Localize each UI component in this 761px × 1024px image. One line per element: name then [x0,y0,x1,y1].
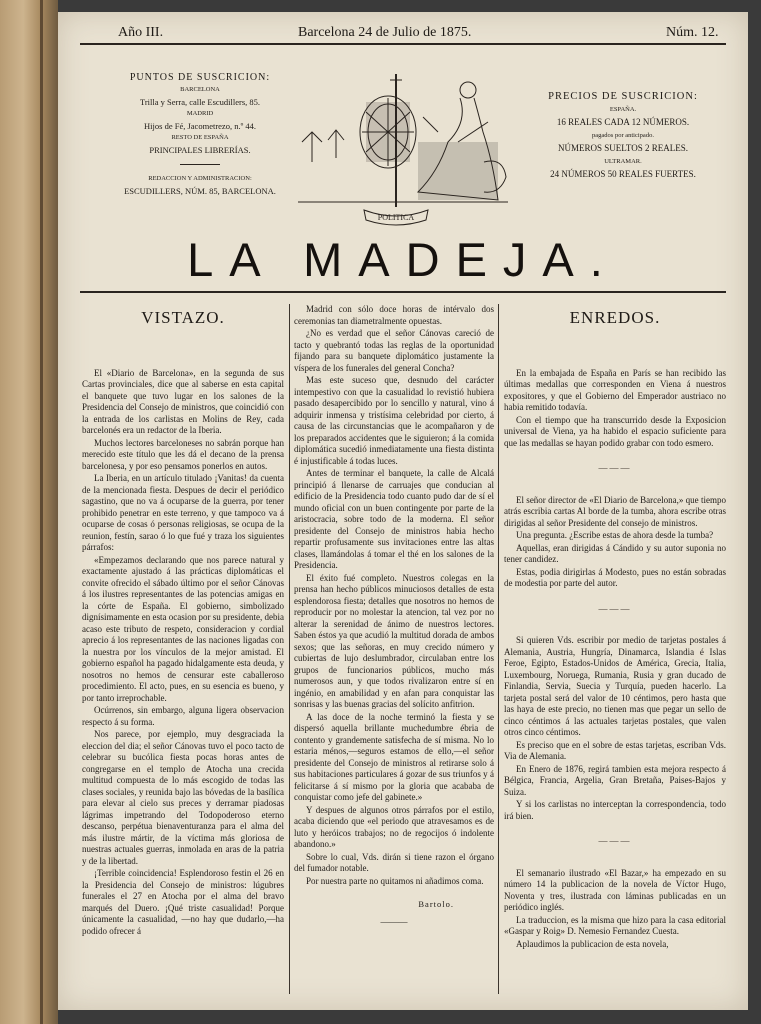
dateline [118,25,728,43]
paragraph: «Empezamos declarando que nos parece natural y exactamente ajustado á las prácticas diplomáticas el convite ofrecido el sábado último por el señor Cánovas á los ilustres representantes de las potencias amigas en la córte de España. El gobierno, simbolizado dignísimamente en esta ocasion por su presidente, debia acaso este tributo de respeto, consideracion y cordial aprecio á los representantes de las naciones ligadas con la nuestra por los vínculos de la mejor amistad. El gobierno español ha pagado hidalgamente esta deuda, y nosotros no hemos de censurar este caballeroso procedimiento. El acto, pues, en su esencia es bueno, y por tanto irreprochable. [82,554,284,703]
paragraph: Con el tiempo que ha transcurrido desde la Exposicion universal de Viena, ya ha habido el espacio suficiente para que las medallas se hayan podido grabar con todo esmero. [504,414,726,448]
main-bookshops: PRINCIPALES LIBRERÍAS. [149,145,251,155]
separator: ——— [598,836,632,846]
paragraph: A las doce de la noche terminó la fiesta y se dispersó aquella brillante muchedumbre ébria de contento y grandemente satisfecha de sí misma. No lo estaria ménos,—seguros estamos de ello,—el señor presidente del Consejo de ministros al retirarse solo á sus habitaciones particulares á gozar de sus triunfos y á felicitarse á sí mismo por la gloria que acababa de conquistar como jefe del gabinete.» [294,711,494,802]
paragraph: En Enero de 1876, regirá tambien esta mejora respecto á Bélgica, Francia, Argelia, Gran Bretaña, Paises-Bajos y Suiza. [504,763,726,797]
paragraph: Antes de terminar el banquete, la calle de Alcalá principió á llenarse de carruajes que conducian al edificio de la Presidencia todo cuanto pudo dar de sí el mundo oficial con un buen contingente por parte de la aristocracia, sobre todo de la moderna. El señor presidente del Consejo de ministros habia hecho repartir profusamente sus invitaciones entre las altas clases, llamándolas á tomar el thé en los salones de la Presidencia. [294,468,494,570]
paragraph: Y despues de algunos otros párrafos por el estilo, acaba diciendo que «el periodo que atravesamos es de luto y heróicos trabajos; no de regocijos ó indolente abandono.» [294,804,494,849]
banner-text: POLITICA [377,213,415,222]
end-ornament: ——— [380,916,408,927]
column-vistazo [82,312,284,1002]
paragraph: La Iberia, en un artículo titulado ¡Vanitas! da cuenta de la mencionada fiesta. Despues de decir el periódico sagastino, que no va á ocuparse de la guerra, por tener prohibido penetrar en este terreno, y que tampoco va á ocuparse de cosas ó personas religiosas, se ocupa de la reunion, festín, sarao ó lo que fué y traza los siguientes párrafos: [82,473,284,552]
paragraph: ¡Terrible coincidencia! Esplendoroso festin el 26 en la Presidencia del Consejo de ministros: lúgubres funerales el 27 en Atocha por el alma del bravo marqués del Duero. ¡Qué triste casualidad! Porque únicamente la casualidad, —no hay que dudarlo,—ha podido ofrecer á [82,868,284,936]
prepaid-note: pagados por anticipado. [592,132,654,139]
year-label: Año III. [118,25,164,40]
paragraph: Aquellas, eran dirigidas á Cándido y su autor suponia no tener candidez. [504,542,726,564]
subscription-points [80,72,320,197]
binding-edge [40,0,43,1024]
newspaper-page [58,12,748,1010]
paragraph: Mas este suceso que, desnudo del carácter intempestivo con que la casualidad lo revistió hubiera pasado desapercibido por lo sencillo y natural, vino á adquirir inmensa y tristísima celebridad por cierto, á causa de las circunstancias que le acompañaron y de los preparados accidentes que le siguieron; á la comida diplomática sucedió inmediatamente una fiesta distinta é injustificable á todas luces. [294,375,494,466]
paragraph: El éxito fué completo. Nuestros colegas en la prensa han hecho públicos minuciosos detalles de esta esplendorosa fiesta; detalles que nosotros no hemos de reproducir por no molestar la atencion, tal vez por no alterar la serenidad de ánimo de nuestros lectores. Saben éstos ya que acudió la multitud dorada de ambos sexos; que las señoras, en muy crecido número y cubiertas de lujo deslumbrador, circulaban entre los grupos de funcionarios públicos, mucho más numerosos aun, y que todos rivalizaron entre sí en ingénio, en amabilidad y en afan para conquistar las sonrisas y las buenas gracias del solícito anfitrion. [294,572,494,709]
column-enredos [504,312,726,1002]
subscription-prices-heading: PRECIOS DE SUSCRICION: [548,91,698,102]
paragraph: Muchos lectores barceloneses no sabrán porque han merecido este título que les dá el decano de la prensa barcelonesa, y por eso pensamos ponerlos en autos. [82,437,284,471]
spain-price: 16 REALES CADA 12 NÚMEROS. [556,117,690,127]
column-middle [294,304,494,1004]
separator: ——— [598,603,632,614]
paragraph: El semanario ilustrado «El Bazar,» ha empezado en su número 14 la publicacion de la novela de Víctor Hugo, Noventa y tres, ilustrada con láminas publicadas en un periódico inglés. [504,867,726,912]
single-issue-price: NÚMEROS SUELTOS 2 REALES. [557,143,689,153]
column-divider [498,304,499,994]
rest-of-spain: RESTO DE ESPAÑA [171,134,229,141]
paragraph: El señor director de «El Diario de Barcelona,» que tiempo atrás escribia cartas Al borde de la tumba, ahora escribe otras dirigidas al señor Presidente del consejo de ministros. [504,494,726,528]
address-barcelona: Trilla y Serra, calle Escudillers, 85. [139,97,261,107]
masthead-rule [80,291,726,293]
paragraph: El «Diario de Barcelona», en la segunda de sus Cartas provinciales, dice que al saberse en esta capital el banquete que tuvo lugar en los salones de la Presidencia del Consejo de ministros, que coincidió con la entrada de los carlistas en Molins de Rey, cada barcelonés era un redactor de la Iberia. [82,367,284,435]
admin-heading: REDACCION Y ADMINISTRACION: [148,175,252,182]
paragraph: Nos parece, por ejemplo, muy desgraciada la eleccion del dia; el señor Cánovas tuvo el poco tacto de celebrar su bucólica fiesta pocas horas antes de congregarse en el templo de Atocha una crecida multitud compuesta de lo más escogido de todas las clases sociales, y reunida bajo las bóvedas de la basílica para elevar al cielo sus preces y derramar piadosas lágrimas impetrando del Todopoderoso eterno descanso, perpétua bienaventuranza para el alma del más ilustre mártir, de la víctima más gloriosa de nuestras actuales guerras, inmolada en aras de la patria y de la libertad. [82,729,284,866]
spain-label: ESPAÑA. [609,106,637,113]
book-binding [0,0,58,1024]
allegory-vignette [288,62,518,230]
paragraph: La traduccion, es la misma que hizo para la casa editorial «Gaspar y Roig» D. Nemesio Fernandez Cuesta. [504,914,726,936]
paragraph: Sobre lo cual, Vds. dirán si tiene razon el órgano del fumador notable. [294,851,494,873]
overseas-label: ULTRAMAR. [604,158,642,165]
signature: Bartolo. [418,899,454,909]
city-barcelona: BARCELONA [180,86,220,93]
paragraph: Ocúrrenos, sin embargo, alguna ligera observacion respecto á su forma. [82,705,284,727]
paragraph: Madrid con sólo doce horas de intérvalo dos ceremonias tan diametralmente opuestas. [294,304,494,326]
paragraph: Y si los carlistas no interceptan la correspondencia, todo irá bien. [504,799,726,821]
admin-address: ESCUDILLERS, NÚM. 85, BARCELONA. [124,186,276,196]
paragraph: Aplaudimos la publicacion de esta novela, [516,938,669,949]
paragraph: En la embajada de España en París se han recibido las últimas medallas que corresponden en Viena á nuestros expositores, y que el Gobierno del Emperador austriaco no habia remitido todavía. [504,367,726,412]
paragraph: Es preciso que en el sobre de estas tarjetas, escriban Vds. Via de Alemania. [504,739,726,761]
address-madrid: Hijos de Fé, Jacometrezo, n.º 44. [144,121,256,131]
column-divider [289,304,290,994]
top-rule [80,43,726,45]
subscription-prices [523,90,723,181]
separator: ——— [598,463,632,473]
small-rule [180,164,220,165]
paragraph: Una pregunta. ¿Escribe estas de ahora desde la tumba? [516,530,714,540]
paragraph: Estas, podia dirigirlas á Modesto, pues no están sobradas de modestia por parte del autor. [504,566,726,588]
paragraph: Si quieren Vds. escribir por medio de tarjetas postales á Alemania, Austria, Hungría, Dinamarca, Islandia é Islas Feroe, Egipto, Estados-Unidos de América, Grecia, Italia, Luxembourg, Noruega, Rumania, Rusia y gran ducado de Finlandia, Servia, Suecia y Turquía, pueden hacerlo. La tarjeta postal será del valor de 10 céntimos, pero hasta que las haya de este precio, no tienen mas que pegar un sello de cinco céntimos á las actuales tarjetas postales, que valen otros cinco céntimos. [504,635,726,737]
issue-number: Núm. 12. [666,25,719,40]
article-title-vistazo: VISTAZO. [141,312,225,327]
article-title-enredos: ENREDOS. [569,312,661,327]
paragraph: ¿No es verdad que el señor Cánovas careció de tacto y quebrantó todas las reglas de la oportunidad fijando para su banquete diplomático justamente la víspera de los funerales del general Concha? [294,328,494,373]
subscription-points-heading: PUNTOS DE SUSCRICION: [129,72,271,83]
allegory-illustration [288,62,518,230]
city-madrid: MADRID [186,110,214,117]
overseas-price: 24 NÚMEROS 50 REALES FUERTES. [550,169,696,179]
date-label: Barcelona 24 de Julio de 1875. [298,25,472,40]
masthead-title: LA MADEJA. [187,233,619,286]
paragraph: Por nuestra parte no quitamos ni añadimos coma. [306,875,484,886]
